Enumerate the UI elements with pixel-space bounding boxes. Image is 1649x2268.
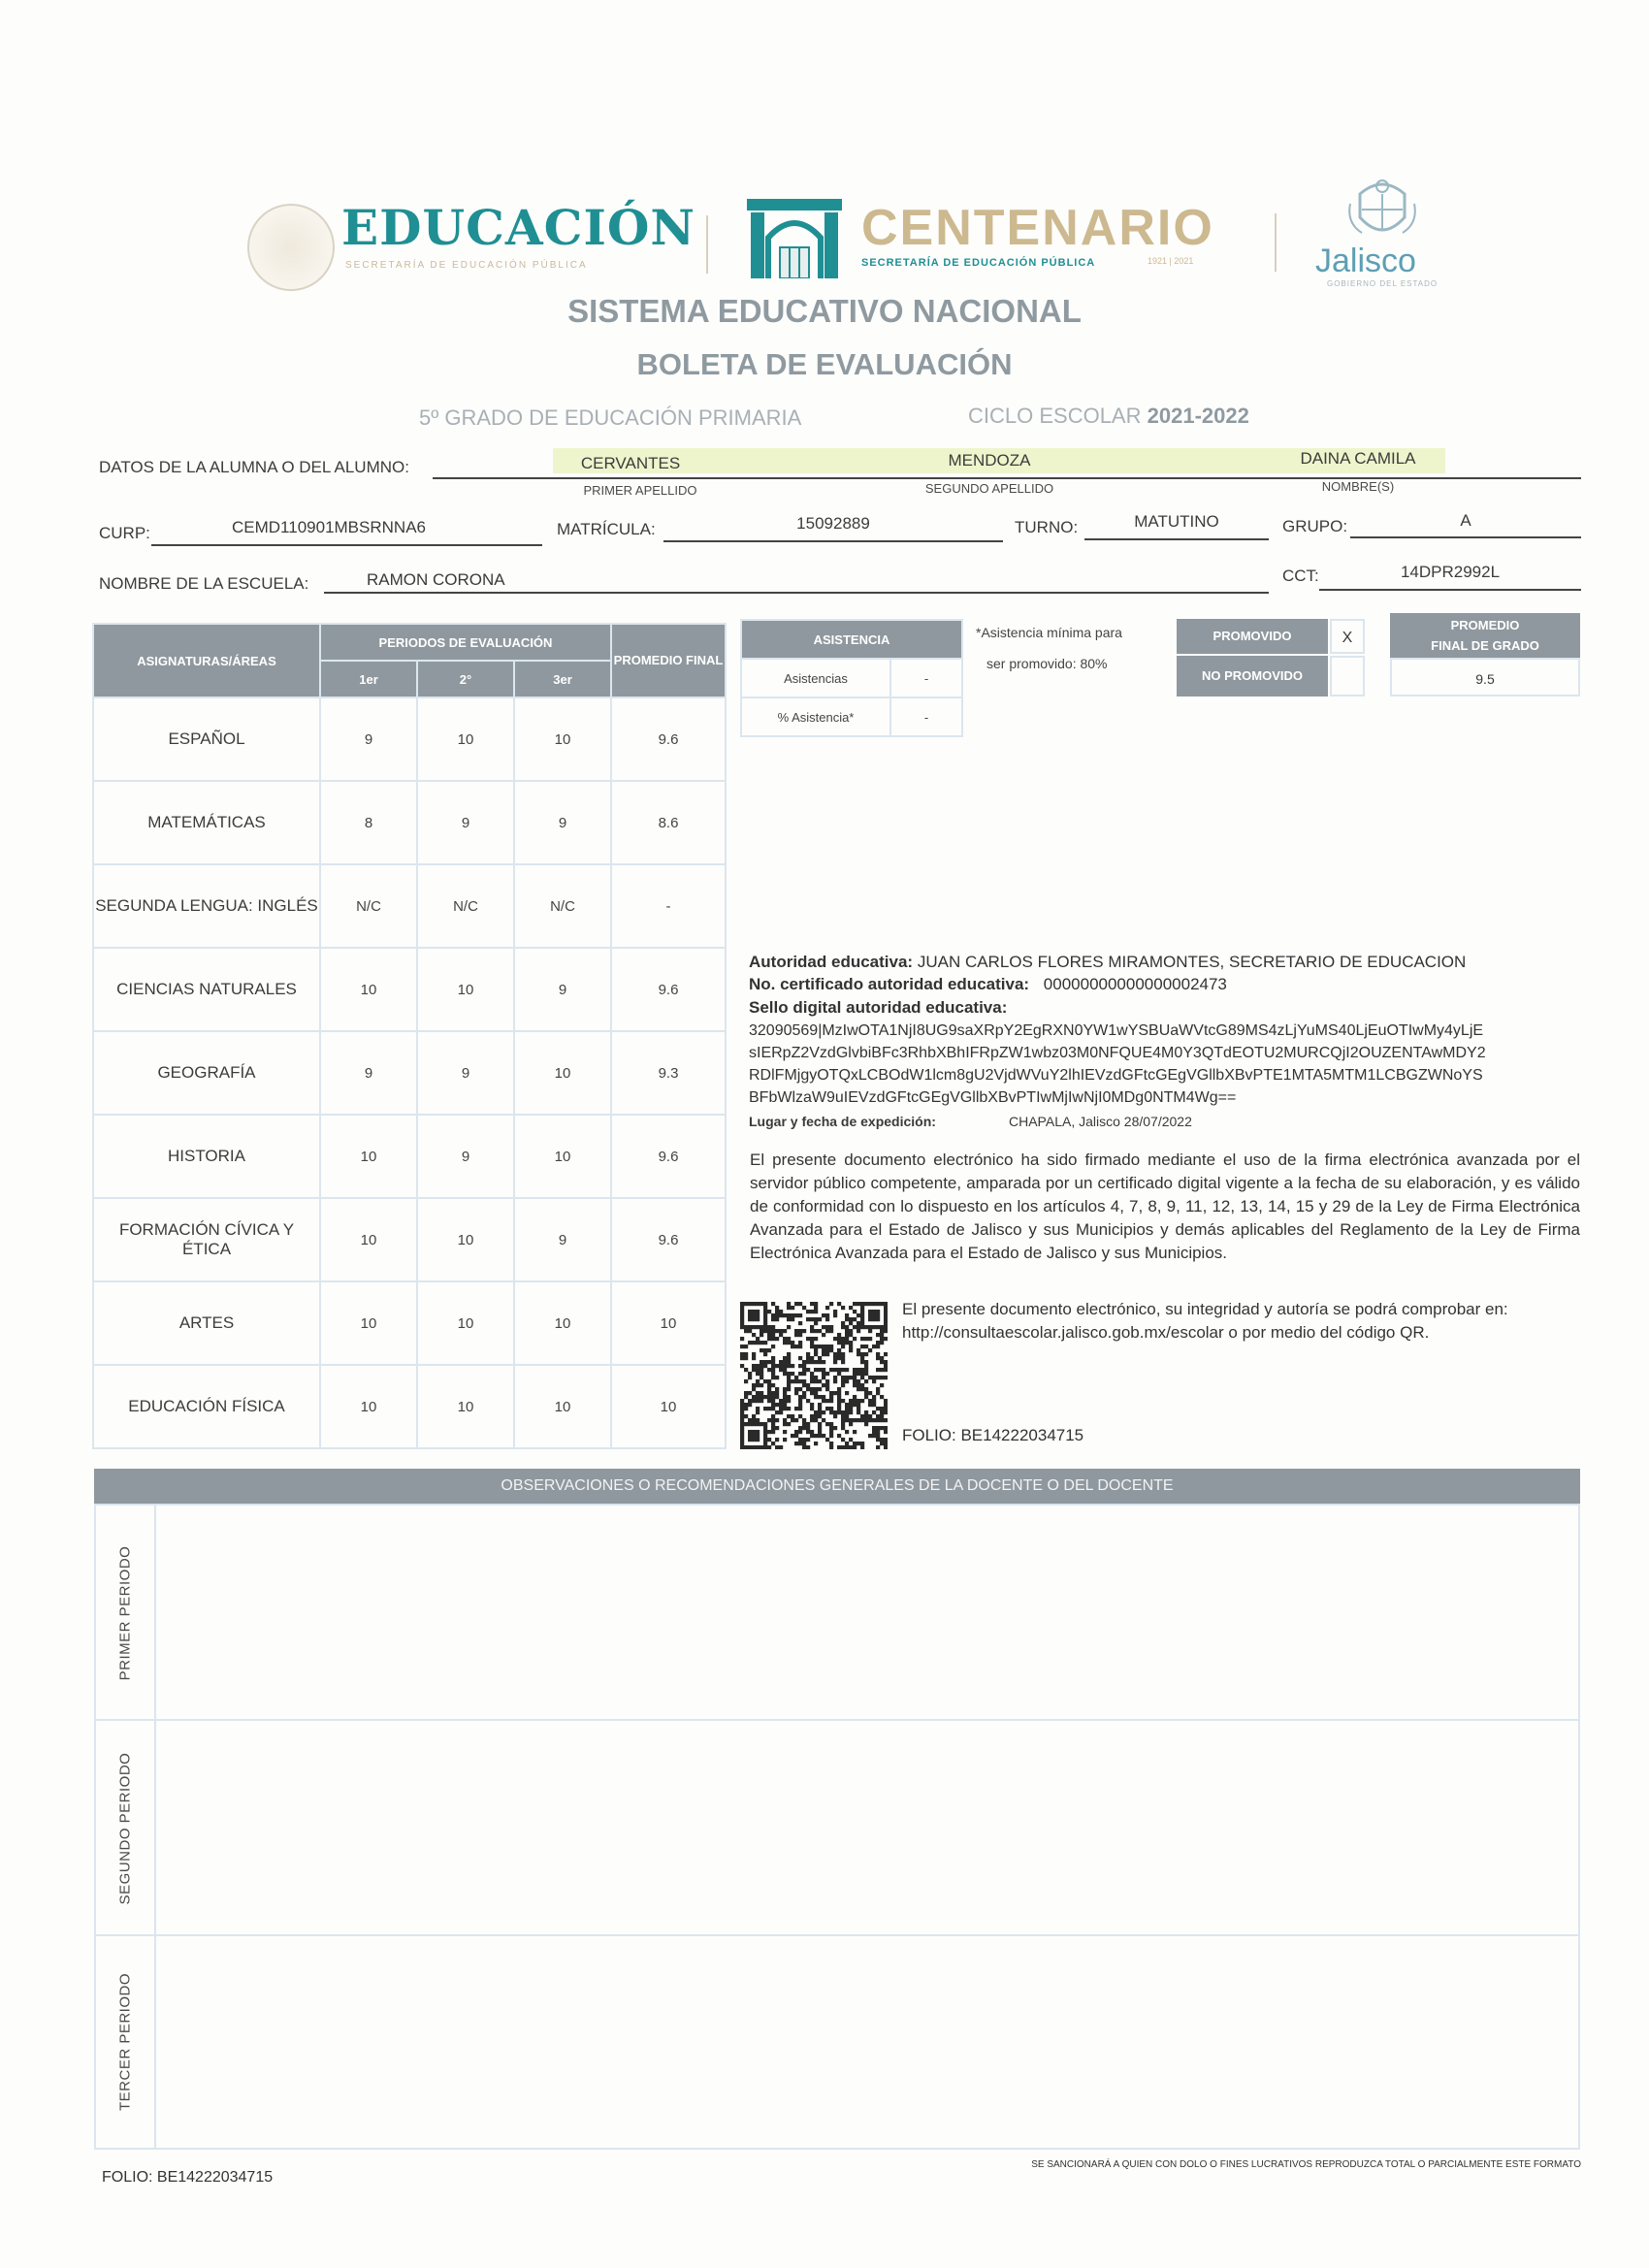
grupo-label: GRUPO:	[1282, 517, 1348, 535]
matricula-value: 15092889	[796, 514, 870, 533]
observation-row-2[interactable]	[96, 1721, 1578, 1936]
promovido-mark: X	[1330, 619, 1365, 654]
final-average-label-1: PROMEDIO	[1450, 618, 1520, 632]
school-cycle	[968, 404, 1249, 429]
table-row	[93, 1031, 726, 1115]
subject-cell: MATEMÁTICAS	[93, 781, 320, 864]
jalisco-logo-text: Jalisco	[1315, 243, 1416, 279]
table-row	[93, 1115, 726, 1198]
col-period-3: 3er	[514, 661, 611, 697]
asistencias-value: -	[890, 659, 962, 697]
curp-value: CEMD110901MBSRNNA6	[232, 518, 426, 536]
matricula-underline	[663, 540, 1003, 542]
grade-cell: 10	[514, 1365, 611, 1448]
table-row	[93, 864, 726, 948]
cct-label: CCT:	[1282, 567, 1319, 585]
grade-cell: 10	[417, 697, 514, 781]
grade-cell: N/C	[320, 864, 417, 948]
segundo-apellido: MENDOZA	[948, 451, 1031, 470]
period-label-1: PRIMER PERIODO	[116, 1545, 134, 1681]
autoridad-label: Autoridad educativa:	[749, 953, 914, 971]
jalisco-logo-subtitle: GOBIERNO DEL ESTADO	[1327, 279, 1439, 288]
final-cell: 10	[611, 1281, 726, 1365]
grade-cell: 9	[417, 1031, 514, 1115]
attendance-table	[740, 619, 963, 737]
grade-cell: 9	[514, 781, 611, 864]
subject-cell: CIENCIAS NATURALES	[93, 948, 320, 1031]
centenario-logo-text: CENTENARIO	[861, 200, 1214, 256]
autoridad-line	[749, 951, 1466, 973]
grade-cell: 10	[514, 697, 611, 781]
subject-cell: FORMACIÓN CÍVICA Y ÉTICA	[93, 1198, 320, 1281]
period-label-2: SEGUNDO PERIODO	[116, 1752, 134, 1905]
lugar-value: CHAPALA, Jalisco 28/07/2022	[1009, 1114, 1192, 1129]
nombres: DAINA CAMILA	[1300, 449, 1416, 468]
qr-code-icon[interactable]	[740, 1302, 888, 1449]
final-average-label	[1390, 613, 1580, 658]
grade-cell: 9	[320, 1031, 417, 1115]
primer-apellido: CERVANTES	[580, 454, 681, 472]
centenario-arch-icon	[747, 199, 842, 278]
curp-underline	[151, 544, 542, 546]
escuela-value: RAMON CORONA	[367, 570, 505, 589]
final-cell: 9.6	[611, 948, 726, 1031]
final-average-label-2: FINAL DE GRADO	[1431, 638, 1539, 653]
asistencias-label: Asistencias	[741, 659, 890, 697]
grade-cell: 9	[320, 697, 417, 781]
no-promovido-label: NO PROMOVIDO	[1177, 656, 1328, 697]
logo-divider	[706, 215, 708, 274]
cct-value: 14DPR2992L	[1400, 563, 1501, 581]
observation-row-3[interactable]	[96, 1936, 1578, 2148]
col-subject-header: ASIGNATURAS/ÁREAS	[93, 624, 320, 697]
curp-label: CURP:	[99, 524, 150, 542]
logo-divider-2	[1275, 213, 1277, 272]
grade-cell: 10	[320, 1365, 417, 1448]
observations-box	[94, 1504, 1580, 2150]
certificado-line	[749, 973, 1227, 995]
subject-cell: HISTORIA	[93, 1115, 320, 1198]
grade-cell: 10	[417, 1281, 514, 1365]
turno-value: MATUTINO	[1134, 512, 1219, 531]
lugar-label: Lugar y fecha de expedición:	[749, 1114, 936, 1129]
sello-label-text: Sello digital autoridad educativa:	[749, 998, 1008, 1017]
legal-text: El presente documento electrónico ha sido firmado mediante el uso de la firma electrónica avanzada por el servidor público competente, amparada por un certificado digital vigente a la fecha de su elaboración, y es válido de conformidad con lo dispuesto en los artículos 4, 7, 8, 9, 11, 12, 13, 14, 15 y 29 de la Ley de Firma Electrónica Avanzada para el Estado de Jalisco y sus Municipios y demás aplicables del Reglamento de la Ley de Firma Electrónica Avanzada para el Estado de Jalisco y sus Municipios.	[750, 1150, 1580, 1262]
final-average-value: 9.5	[1390, 658, 1580, 697]
ciclo-label: CICLO ESCOLAR	[968, 404, 1142, 428]
final-cell: 10	[611, 1365, 726, 1448]
grade-cell: 10	[320, 948, 417, 1031]
grade-cell: N/C	[417, 864, 514, 948]
final-cell: 8.6	[611, 781, 726, 864]
subject-cell: SEGUNDA LENGUA: INGLÉS	[93, 864, 320, 948]
col-periods-header: PERIODOS DE EVALUACIÓN	[320, 624, 611, 661]
jalisco-crest-icon	[1346, 175, 1418, 244]
mexico-seal-icon	[247, 204, 335, 291]
turno-label: TURNO:	[1015, 518, 1079, 536]
grade-cell: 10	[320, 1281, 417, 1365]
col-period-1: 1er	[320, 661, 417, 697]
subject-cell: EDUCACIÓN FÍSICA	[93, 1365, 320, 1448]
porcentaje-value: -	[890, 697, 962, 736]
qr-verification-text: El presente documento electrónico, su integridad y autoría se podrá comprobar en: http://consultaescolar.jalisco.gob.mx/escolar o por medio del código QR.	[902, 1300, 1508, 1342]
table-row	[93, 1365, 726, 1448]
attendance-note-1: *Asistencia mínima para	[976, 625, 1122, 640]
col-period-2: 2°	[417, 661, 514, 697]
segundo-apellido-label: SEGUNDO APELLIDO	[924, 481, 1054, 496]
document-title: SISTEMA EDUCATIVO NACIONAL	[567, 293, 1082, 329]
educacion-logo-text: EDUCACIÓN	[341, 199, 696, 256]
cct-underline	[1319, 589, 1581, 591]
porcentaje-label: % Asistencia*	[741, 697, 890, 736]
grade-cell: 10	[417, 1198, 514, 1281]
sello-label	[749, 996, 1007, 1019]
final-cell: 9.6	[611, 697, 726, 781]
grade-cell: 10	[514, 1031, 611, 1115]
grade-label: 5º GRADO DE EDUCACIÓN PRIMARIA	[419, 405, 802, 430]
attendance-header: ASISTENCIA	[741, 620, 962, 659]
grade-cell: 8	[320, 781, 417, 864]
col-average-header: PROMEDIO FINAL	[611, 624, 726, 697]
final-cell: 9.6	[611, 1198, 726, 1281]
table-row	[93, 781, 726, 864]
attendance-note-2: ser promovido: 80%	[986, 656, 1108, 671]
grade-cell: 10	[514, 1115, 611, 1198]
grade-cell: 9	[417, 1115, 514, 1198]
nombres-label: NOMBRE(S)	[1321, 479, 1395, 494]
period-label-3: TERCER PERIODO	[116, 1972, 134, 2112]
final-cell: 9.3	[611, 1031, 726, 1115]
certificado-label: No. certificado autoridad educativa:	[749, 975, 1030, 993]
grade-cell: 9	[514, 948, 611, 1031]
observation-row-1[interactable]	[96, 1506, 1578, 1721]
educacion-logo-subtitle: SECRETARÍA DE EDUCACIÓN PÚBLICA	[345, 260, 588, 271]
observations-header: OBSERVACIONES O RECOMENDACIONES GENERALES DE LA DOCENTE O DEL DOCENTE	[94, 1469, 1580, 1504]
centenario-logo-subtitle: SECRETARÍA DE EDUCACIÓN PÚBLICA	[861, 257, 1096, 269]
grade-cell: 10	[320, 1198, 417, 1281]
table-row	[93, 1281, 726, 1365]
grade-cell: 10	[320, 1115, 417, 1198]
sello-digital	[749, 1020, 1593, 1109]
grade-cell: N/C	[514, 864, 611, 948]
centenario-years: 1921 | 2021	[1148, 256, 1194, 266]
grade-cell: 10	[514, 1281, 611, 1365]
table-row	[93, 697, 726, 781]
grades-table	[92, 623, 727, 1449]
sello-line: RDlFMjgyOTQxLCBOdW1lcm8gU2VjdWVuY2lhIEVzdGFtcGEgVGllbXBvPTE1MTA5MTM1LCBGZWNoYS	[749, 1067, 1483, 1084]
table-row	[93, 1198, 726, 1281]
turno-underline	[1084, 538, 1269, 540]
grade-cell: 10	[417, 1365, 514, 1448]
escuela-label: NOMBRE DE LA ESCUELA:	[99, 574, 309, 593]
final-cell: 9.6	[611, 1115, 726, 1198]
sello-line: sIERpZ2VzdGlvbiBFc3RhbXBhIFRpZW1wbz03M0NFQUE4M0Y3QTdEOTU2MURCQjI2OUZENTAwMDY2	[749, 1045, 1486, 1061]
sello-line: BFbWlzaW9uIEVzdGFtcGEgVGllbXBvPTIwMjIwNjI0MDg0NTM4Wg==	[749, 1089, 1237, 1106]
footer-folio: FOLIO: BE14222034715	[102, 2169, 274, 2186]
sello-line: 32090569|MzIwOTA1NjI8UG9saXRpY2EgRXN0YW1wYSBUaWVtcG89MS4zLjYuMS40LjEuOTIwMy4yLjE	[749, 1022, 1484, 1039]
subject-cell: ESPAÑOL	[93, 697, 320, 781]
grupo-underline	[1350, 536, 1581, 538]
autoridad-value: JUAN CARLOS FLORES MIRAMONTES, SECRETARIO DE EDUCACION	[917, 953, 1467, 971]
footer-warning: SE SANCIONARÁ A QUIEN CON DOLO O FINES LUCRATIVOS REPRODUZCA TOTAL O PARCIALMENTE ESTE FORMATO	[1031, 2159, 1581, 2170]
datos-alumno-label: DATOS DE LA ALUMNA O DEL ALUMNO:	[99, 458, 409, 476]
no-promovido-mark	[1330, 656, 1365, 697]
grade-cell: 9	[417, 781, 514, 864]
escuela-underline	[324, 592, 1269, 594]
grupo-value: A	[1460, 511, 1471, 530]
folio-certification: FOLIO: BE14222034715	[902, 1426, 1084, 1444]
grade-cell: 9	[514, 1198, 611, 1281]
subject-cell: GEOGRAFÍA	[93, 1031, 320, 1115]
final-cell: -	[611, 864, 726, 948]
promovido-label: PROMOVIDO	[1177, 619, 1328, 654]
table-row	[93, 948, 726, 1031]
subject-cell: ARTES	[93, 1281, 320, 1365]
primer-apellido-label: PRIMER APELLIDO	[583, 483, 697, 498]
document-subtitle: BOLETA DE EVALUACIÓN	[636, 347, 1013, 381]
certificado-value: 00000000000000002473	[1043, 975, 1227, 993]
ciclo-value: 2021-2022	[1147, 404, 1249, 428]
grade-cell: 10	[417, 948, 514, 1031]
matricula-label: MATRÍCULA:	[557, 520, 656, 538]
